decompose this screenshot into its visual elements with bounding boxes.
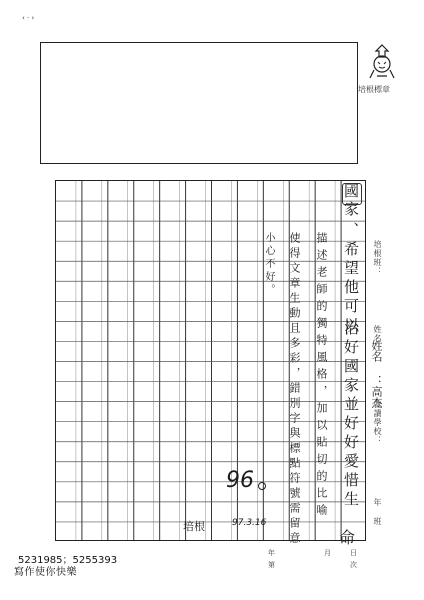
footer-phone: 5231985；5255393 — [18, 555, 118, 566]
student-name: 姓名 ：高杰 — [370, 340, 383, 408]
essay-column-1-end: 命 — [339, 528, 356, 547]
school-label: 就讀學校： — [373, 400, 382, 445]
day-label: 日 — [350, 549, 357, 557]
teacher-comment-box — [40, 42, 358, 164]
times-label: 次 — [350, 561, 357, 569]
peigen-logo — [364, 42, 400, 80]
grade-class-label: 年 班 — [373, 498, 382, 526]
teacher-comment-column-4: 小心不好。 — [263, 232, 274, 297]
essay-column-1-tail: 治好國家並好好愛惜生 — [342, 320, 360, 510]
essay-column-1-lead: 國家 — [342, 183, 360, 219]
essay-column-1: 、希望他可以 — [342, 222, 360, 336]
teacher-comment-column-3: 使得文章生動且多彩，錯別字與標點符號需留意 — [288, 232, 301, 547]
class-label: 培根班： — [373, 240, 382, 276]
footer-slogan: 寫作使你快樂 — [14, 567, 77, 578]
grading-date: 97.3.16 — [232, 518, 267, 528]
logo-caption: 培根標章 — [358, 85, 390, 94]
grader-label: 培根 — [183, 520, 205, 533]
year-label: 年 — [268, 549, 275, 557]
teacher-comment-column-2: 描述老師的獨特風格，加以貼切的比喻 — [315, 232, 328, 521]
score: 96 — [226, 468, 254, 493]
name-label: 姓名 — [373, 325, 382, 343]
corner-mark: ‹ · › — [22, 14, 35, 22]
score-dot — [258, 482, 266, 490]
month-label: 月 — [324, 549, 331, 557]
seq-label: 第 — [268, 561, 275, 569]
